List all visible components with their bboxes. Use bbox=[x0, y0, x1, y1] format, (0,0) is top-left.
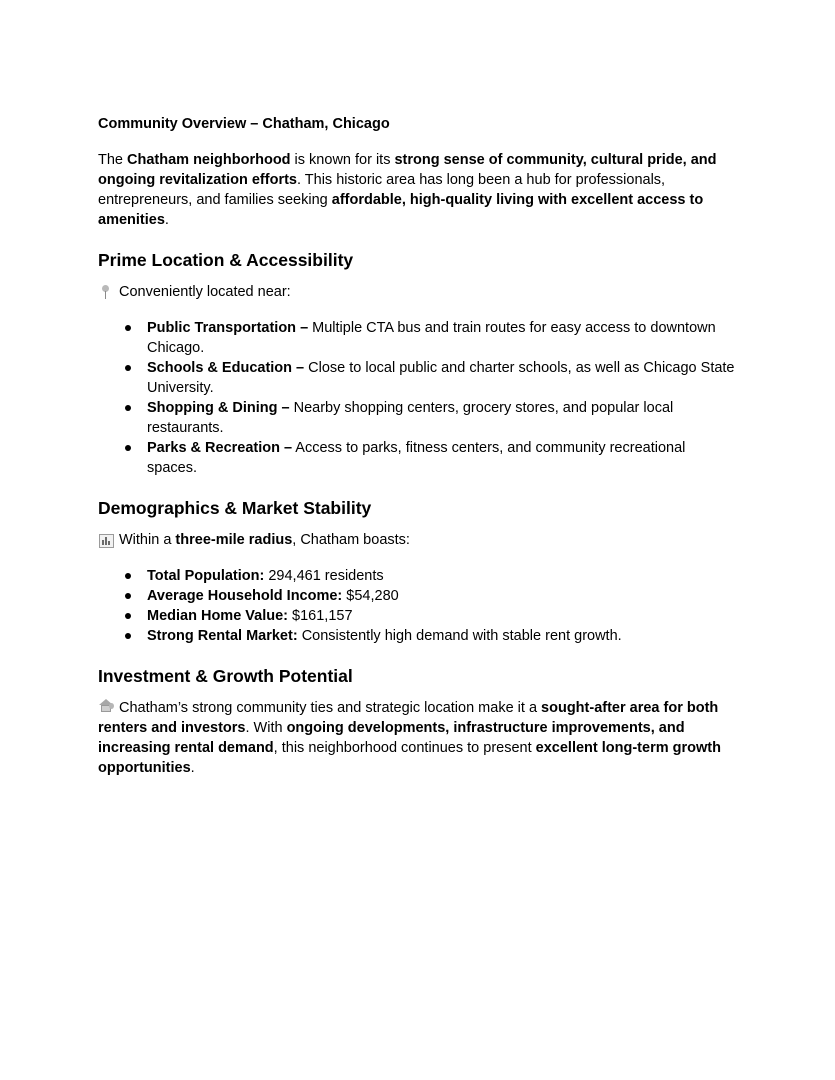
bold-text-run: three-mile radius bbox=[175, 532, 293, 548]
investment-paragraph bbox=[98, 698, 738, 778]
bullet-dot bbox=[125, 593, 131, 599]
bold-text-run: Chatham neighborhood bbox=[127, 152, 291, 168]
text-run: , Chatham boasts: bbox=[292, 532, 410, 548]
location-lead bbox=[98, 282, 738, 302]
bullet-dot bbox=[125, 365, 131, 371]
list-item bbox=[98, 586, 738, 606]
list-item bbox=[98, 626, 738, 646]
demographics-list bbox=[98, 566, 738, 646]
section-heading-demographics: Demographics & Market Stability bbox=[98, 498, 372, 518]
section-heading-location: Prime Location & Accessibility bbox=[98, 250, 354, 270]
location-lead-text: Conveniently located near: bbox=[119, 284, 291, 300]
list-item-label: Total Population: bbox=[147, 568, 265, 584]
list-item-text: Nearby shopping centers, grocery stores, and popular local restaurants. bbox=[147, 400, 674, 436]
list-item bbox=[98, 358, 738, 398]
text-run: . bbox=[164, 212, 169, 228]
bold-text-run: excellent long-term growth opportunities bbox=[98, 740, 721, 776]
list-item bbox=[98, 566, 738, 586]
bullet-dot bbox=[125, 573, 131, 579]
text-run: . With bbox=[245, 720, 287, 736]
document-title: Community Overview – Chatham, Chicago bbox=[98, 116, 390, 132]
bullet-dot bbox=[125, 405, 131, 411]
section-heading-investment: Investment & Growth Potential bbox=[98, 666, 353, 686]
list-item-text: Multiple CTA bus and train routes for easy access to downtown Chicago. bbox=[147, 320, 716, 356]
list-item-text: $54,280 bbox=[342, 588, 399, 604]
bold-text-run: affordable, high-quality living with excellent access to amenities bbox=[98, 192, 704, 228]
bold-text-run: strong sense of community, cultural pride, and ongoing revitalization efforts bbox=[98, 152, 717, 188]
investment-text bbox=[98, 700, 721, 776]
bar-chart-icon bbox=[98, 532, 113, 548]
list-item-label: Parks & Recreation – bbox=[147, 440, 293, 456]
text-run: , this neighborhood continues to present bbox=[273, 740, 536, 756]
list-item bbox=[98, 606, 738, 626]
bullet-dot bbox=[125, 633, 131, 639]
location-list bbox=[98, 318, 738, 478]
list-item-label: Average Household Income: bbox=[147, 588, 343, 604]
list-item bbox=[98, 438, 738, 478]
list-item-text: 294,461 residents bbox=[264, 568, 384, 584]
text-run: . This historic area has long been a hub for professionals, entrepreneurs, and families seeking bbox=[98, 172, 666, 208]
text-run: is known for its bbox=[290, 152, 395, 168]
list-item-label: Public Transportation – bbox=[147, 320, 309, 336]
list-item bbox=[98, 318, 738, 358]
text-run: Within a bbox=[119, 532, 176, 548]
list-item-label: Schools & Education – bbox=[147, 360, 305, 376]
list-item bbox=[98, 398, 738, 438]
list-item-text: Consistently high demand with stable rent growth. bbox=[297, 628, 622, 644]
list-item-label: Median Home Value: bbox=[147, 608, 289, 624]
text-run: . bbox=[190, 760, 195, 776]
demographics-lead bbox=[98, 530, 738, 550]
list-item-text: Close to local public and charter schools, as well as Chicago State University. bbox=[147, 360, 735, 396]
bold-text-run: sought-after area for both renters and investors bbox=[98, 700, 719, 736]
list-item-text: Access to parks, fitness centers, and community recreational spaces. bbox=[147, 440, 686, 476]
list-item-label: Strong Rental Market: bbox=[147, 628, 298, 644]
list-item-text: $161,157 bbox=[288, 608, 353, 624]
bullet-dot bbox=[125, 325, 131, 331]
demographics-lead-text bbox=[119, 530, 410, 550]
bullet-dot bbox=[125, 445, 131, 451]
bold-text-run: ongoing developments, infrastructure improvements, and increasing rental demand bbox=[98, 720, 685, 756]
bullet-dot bbox=[125, 613, 131, 619]
text-run: The bbox=[98, 152, 128, 168]
pushpin-icon bbox=[98, 284, 113, 300]
text-run: Chatham’s strong community ties and strategic location make it a bbox=[119, 700, 542, 716]
list-item-label: Shopping & Dining – bbox=[147, 400, 290, 416]
document-page bbox=[98, 114, 738, 778]
intro-paragraph bbox=[98, 150, 738, 230]
house-with-garden-icon bbox=[98, 698, 113, 714]
